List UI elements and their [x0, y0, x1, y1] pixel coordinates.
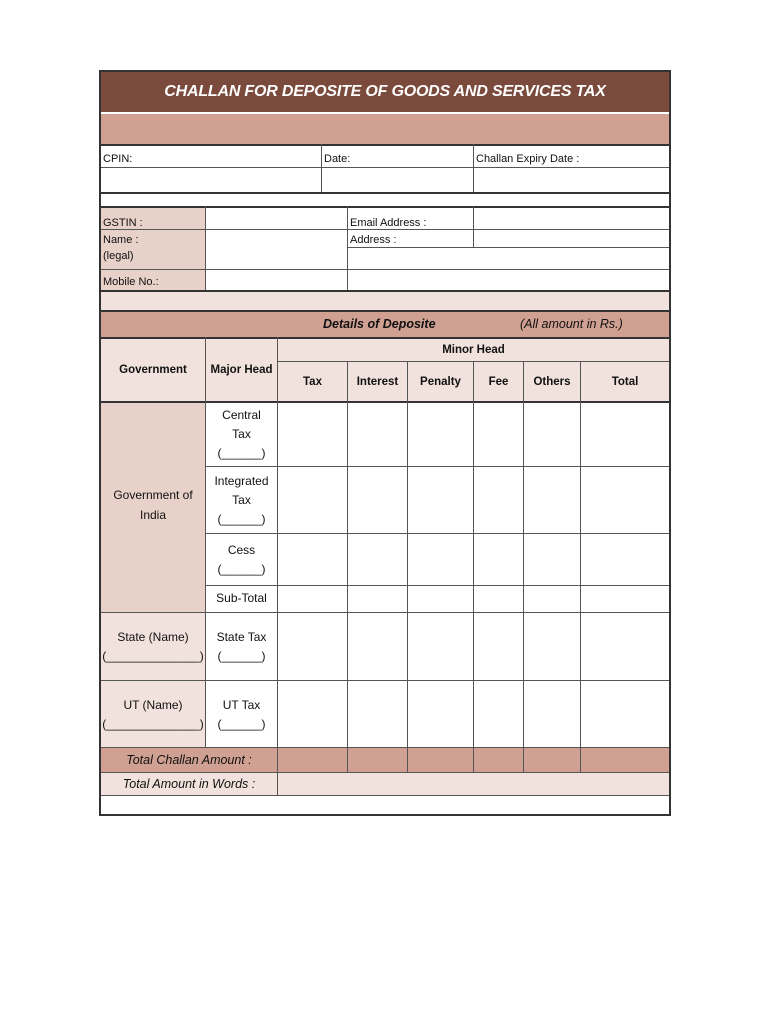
state-name-blank: (______________) — [102, 649, 204, 663]
name-field[interactable] — [206, 230, 347, 269]
separator-band — [101, 292, 669, 310]
name-legal-label: (legal) — [103, 250, 134, 262]
name-label: Name : — [103, 234, 139, 246]
total-words-label: Total Amount in Words : — [122, 777, 256, 791]
address-label: Address : — [350, 234, 397, 246]
col-interest: Interest — [356, 375, 399, 388]
expiry-label: Challan Expiry Date : — [476, 153, 580, 165]
cpin-label: CPIN: — [103, 153, 133, 165]
total-challan-label: Total Challan Amount : — [126, 753, 252, 767]
gov-india-label-1: Government of — [113, 488, 193, 502]
col-government: Government — [119, 364, 187, 376]
ut-name-label: UT (Name) — [123, 698, 183, 712]
col-penalty: Penalty — [420, 375, 461, 388]
amount-note: (All amount in Rs.) — [520, 317, 623, 331]
sub-total-label: Sub-Total — [216, 591, 267, 605]
cess-blank: (______) — [217, 562, 266, 576]
integrated-tax-label-2: Tax — [232, 493, 251, 507]
col-others: Others — [533, 375, 571, 388]
central-tax-blank: (______) — [217, 446, 266, 460]
central-tax-label-1: Central — [222, 408, 261, 422]
col-tax: Tax — [303, 375, 322, 388]
cpin-field[interactable] — [101, 168, 321, 191]
state-name-label: State (Name) — [117, 630, 189, 644]
address-field-line2[interactable] — [348, 248, 669, 269]
ut-tax-label: UT Tax — [222, 698, 261, 712]
mobile-label: Mobile No.: — [103, 276, 159, 288]
col-total: Total — [611, 375, 639, 388]
integrated-tax-label-1: Integrated — [214, 474, 269, 488]
col-major-head: Major Head — [210, 364, 273, 376]
details-heading: Details of Deposite — [323, 317, 436, 331]
email-label: Email Address : — [350, 217, 427, 229]
cess-label: Cess — [227, 543, 256, 557]
ut-tax-blank: (______) — [217, 717, 266, 731]
date-field[interactable] — [322, 168, 474, 191]
state-tax-blank: (______) — [217, 649, 266, 663]
challan-form — [99, 70, 671, 816]
integrated-tax-blank: (______) — [217, 512, 266, 526]
address-field[interactable] — [474, 230, 669, 246]
ut-name-blank: (______________) — [102, 717, 204, 731]
gov-india-label-2: India — [139, 508, 167, 522]
central-tax-label-2: Tax — [232, 427, 251, 441]
header-band — [101, 114, 669, 144]
date-label: Date: — [324, 153, 351, 165]
form-title: CHALLAN FOR DEPOSITE OF GOODS AND SERVICES TAX — [101, 72, 669, 112]
gstin-field[interactable] — [206, 208, 347, 229]
state-tax-label: State Tax — [216, 630, 267, 644]
col-fee: Fee — [488, 375, 509, 388]
expiry-field[interactable] — [474, 168, 669, 191]
col-minor-head: Minor Head — [442, 344, 505, 356]
gstin-label: GSTIN : — [103, 217, 143, 229]
mobile-field[interactable] — [206, 270, 347, 290]
email-field[interactable] — [474, 208, 669, 229]
total-words-field[interactable] — [278, 773, 669, 795]
